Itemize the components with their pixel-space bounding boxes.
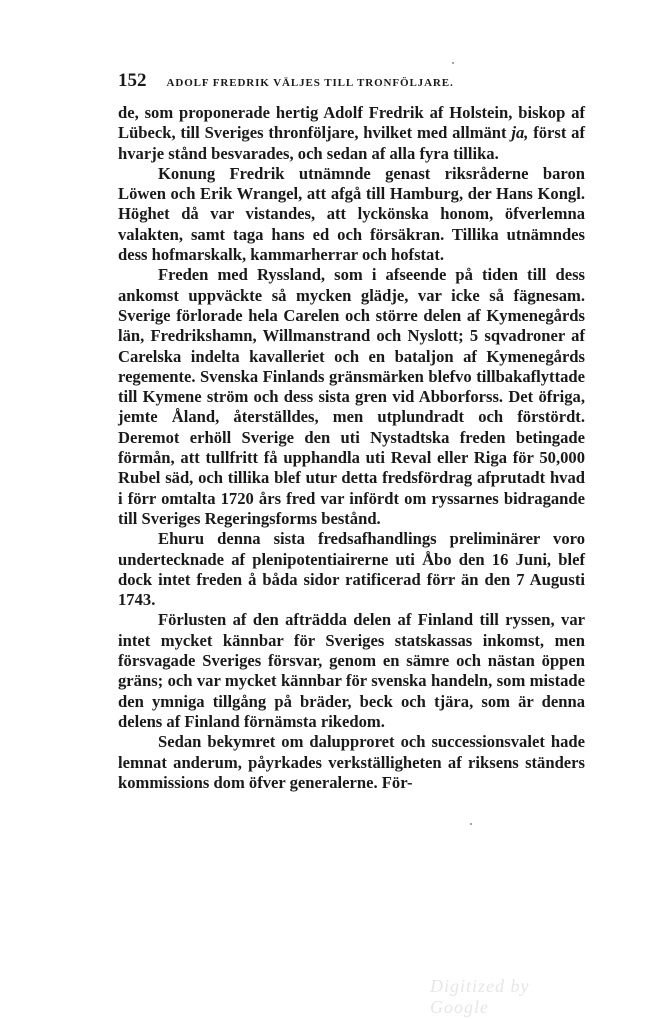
paragraph-1-text-a: de, som proponerade hertig Adolf Fredrik af Holstein, biskop af Lübeck, till Sveriges thronföljare, hvilket med allmänt (118, 103, 585, 143)
body-text (118, 103, 585, 793)
page-header (118, 70, 588, 92)
paragraph-5: Förlusten af den afträdda delen af Finland till ryssen, var intet mycket kännbar för Sveriges statskassas inkomst, men försvagade Sveriges försvar, genom en sämre och nästan öppen gräns; och var mycket kännbar för svenska handeln, som mistade den ymniga tillgång på bräder, beck och tjära, som är denna delens af Finland förnämsta rikedom. (118, 610, 585, 731)
paragraph-1 (118, 103, 585, 164)
paragraph-3: Freden med Ryssland, som i afseende på tiden till dess ankomst uppväckte så mycken glädje, var icke så fägnesam. Sverige förlorade hela Carelen och större delen af Kymenegårds län, Fredrikshamn, Willmanstrand och Nyslott; 5 sqvadroner af Carelska indelta kavalleriet och en bataljon af Kymenegårds regemente. Svenska Finlands gränsmärken blefvo tillbakaflyttade till Kymene ström och dess sista gren vid Abborforss. Det öfriga, jemte Åland, återställdes, men utplundradt och förstördt. Deremot erhöll Sverige den uti Nystadtska freden betingade förmån, att tullfritt få upphandla uti Reval eller Riga för 50,000 Rubel säd, och tillika blef utur detta fredsfördrag afprutadt hvad i förr omtalta 1720 års fred var infördt om ryssarnes bidragande till Sveriges Regeringsforms bestånd. (118, 265, 585, 528)
paragraph-6: Sedan bekymret om dalupproret och successionsvalet hade lemnat anderum, påyrkades verkställigheten af riksens ständers kommissions dom öfver generalerne. För- (118, 732, 585, 792)
scan-speck (470, 823, 472, 825)
paragraph-4: Ehuru denna sista fredsafhandlings preliminärer voro undertecknade af plenipotentiairerne uti Åbo den 16 Juni, blef dock intet freden å båda sidor ratificerad förr än den 7 Augusti 1743. (118, 529, 585, 610)
paragraph-2: Konung Fredrik utnämnde genast riksråderne baron Löwen och Erik Wrangel, att afgå till Hamburg, der Hans Kongl. Höghet då var vistandes, att lyckönska honom, öfverlemna valakten, samt taga hans ed och försäkran. Tillika utnämndes dess hofmarskalk, kammarherrar och hofstat. (118, 163, 585, 265)
running-head: ADOLF FREDRIK VÄLJES TILL TRONFÖLJARE. (166, 77, 454, 89)
paragraph-1-emphasis: ja, (511, 123, 529, 143)
scan-speck (452, 62, 454, 64)
paragraph-1-text-b: först af hvarje stånd besvarades, och sedan af alla fyra tillika. (118, 123, 585, 163)
digitization-watermark: Digitized by Google (430, 976, 530, 1017)
page-number: 152 (118, 70, 147, 91)
